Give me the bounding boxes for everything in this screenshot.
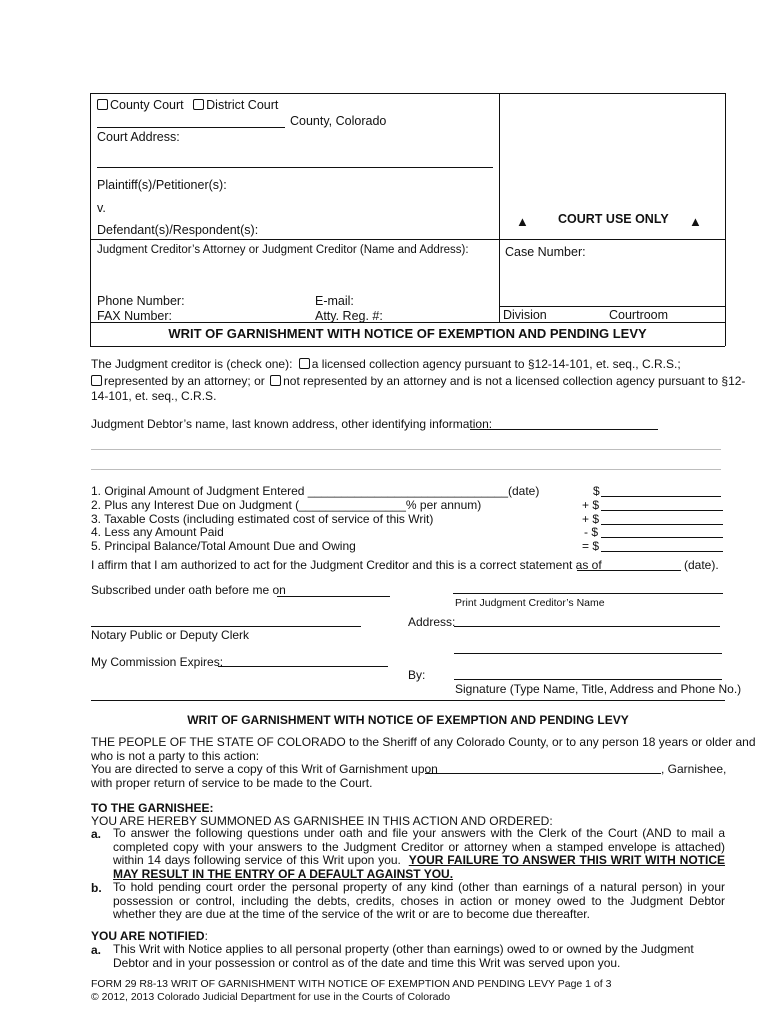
not-represented-checkbox[interactable]	[270, 375, 281, 386]
district-court-label: District Court	[206, 98, 279, 112]
triangle-up-icon-right: ▲	[689, 214, 702, 229]
caption-right-border	[725, 93, 726, 323]
garnishee-label: , Garnishee,	[661, 762, 727, 776]
amount-row-2-label: 2. Plus any Interest Due on Judgment (________________% per annum)	[91, 498, 482, 512]
return-label: with proper return of service to be made to the Court.	[91, 776, 373, 790]
form-title: WRIT OF GARNISHMENT WITH NOTICE OF EXEMPTION AND PENDING LEVY	[168, 326, 647, 341]
directed-label: You are directed to serve a copy of this Writ of Garnishment upon	[91, 762, 438, 776]
amount-row-4-label: 4. Less any Amount Paid	[91, 525, 224, 539]
garnishee-name-field[interactable]	[425, 773, 661, 774]
amount-row-5-sign: = $	[582, 539, 600, 553]
amount-row-1-label: 1. Original Amount of Judgment Entered ______________________________(date)	[91, 484, 540, 498]
amount-row-1-field[interactable]	[601, 496, 721, 497]
county-court-checkbox[interactable]	[97, 99, 108, 110]
debtor-info-field[interactable]	[470, 429, 658, 430]
amount-row-5-field[interactable]	[601, 551, 723, 552]
atty-reg-label: Atty. Reg. #:	[315, 309, 383, 323]
amount-row-2-sign: + $	[582, 498, 600, 512]
collection-agency-checkbox[interactable]	[299, 358, 310, 369]
address-label: Address:	[408, 615, 456, 629]
versus-label: v.	[97, 201, 106, 215]
amount-row-3-label: 3. Taxable Costs (including estimated cost of service of this Writ)	[91, 512, 434, 526]
debtor-info-line-2[interactable]	[91, 469, 721, 470]
courtroom-label: Courtroom	[609, 308, 669, 322]
signature-field[interactable]	[454, 679, 722, 680]
commission-label: My Commission Expires:	[91, 655, 224, 669]
notice-a-label: a.	[91, 943, 102, 957]
print-name-label: Print Judgment Creditor’s Name	[455, 597, 605, 609]
notified-label: YOU ARE NOTIFIED	[91, 929, 205, 943]
court-use-only-label: COURT USE ONLY	[558, 212, 669, 226]
amount-row-4-sign: - $	[584, 525, 599, 539]
order-b-text: To hold pending court order the personal property of any kind (other than earnings of a natural person) in your possession or control, including the debts, credits, choses in action or money owed to the Judgment Debtor whether they are due at the time of the service of the writ or are to become due thereafter.	[113, 880, 725, 921]
section-divider	[91, 700, 725, 701]
amount-row-5-label: 5. Principal Balance/Total Amount Due and Owing	[91, 539, 356, 553]
email-label: E-mail:	[315, 294, 354, 308]
order-a-body: To answer the following questions under oath and file your answers with the Clerk of the Court (AND to mail a completed copy with your answers to the Judgment Creditor or attorney when a stamped envelope is attached) within 14 days following service of this Writ upon you.	[113, 826, 725, 867]
signature-label: Signature (Type Name, Title, Address and Phone No.)	[455, 682, 742, 696]
caption-divider	[499, 93, 500, 323]
affirm-date-field[interactable]	[577, 570, 681, 571]
fax-label: FAX Number:	[97, 309, 173, 323]
caption-left-border	[90, 93, 91, 323]
subscribed-date-field[interactable]	[277, 596, 390, 597]
affirm-statement: I affirm that I am authorized to act for the Judgment Creditor and this is a correct statement as of	[91, 558, 602, 572]
court-address-label: Court Address:	[97, 130, 180, 144]
amount-row-4-field[interactable]	[601, 537, 723, 538]
plaintiff-label: Plaintiff(s)/Petitioner(s):	[97, 178, 227, 192]
notary-label: Notary Public or Deputy Clerk	[91, 628, 250, 642]
creditor-type-line-2	[91, 374, 745, 388]
people-line-2: who is not a party to this action:	[91, 749, 260, 763]
amount-row-3-field[interactable]	[601, 524, 723, 525]
case-number-label: Case Number:	[505, 245, 586, 259]
notified-colon: :	[204, 929, 208, 943]
amount-row-1-sign: $	[593, 484, 600, 498]
not-represented-cont: 14-101, et. seq., C.R.S.	[91, 389, 217, 403]
debtor-info-label: Judgment Debtor’s name, last known address, other identifying information:	[91, 417, 493, 431]
phone-label: Phone Number:	[97, 294, 185, 308]
amount-row-2-field[interactable]	[601, 510, 723, 511]
footer-form-line: FORM 29 R8-13 WRIT OF GARNISHMENT WITH NOTICE OF EXEMPTION AND PENDING LEVY Page 1 of 3	[91, 978, 612, 990]
to-garnishee-heading: TO THE GARNISHEE:	[91, 801, 214, 815]
summoned-label: YOU ARE HEREBY SUMMONED AS GARNISHEE IN THIS ACTION AND ORDERED:	[91, 814, 553, 828]
creditor-name-field[interactable]	[453, 593, 723, 594]
order-a-warning: YOUR FAILURE TO ANSWER THIS WRIT WITH NOTICE MAY RESULT IN THE ENTRY OF A DEFAULT AGAINST YOU.	[113, 853, 726, 881]
creditor-type-prefix: The Judgment creditor is (check one):	[91, 357, 293, 371]
address-field-2[interactable]	[454, 653, 722, 654]
triangle-up-icon-left: ▲	[516, 214, 529, 229]
by-label: By:	[408, 668, 426, 682]
title-bottom-border	[90, 346, 725, 347]
attorney-label: Judgment Creditor’s Attorney or Judgment Creditor (Name and Address):	[97, 244, 469, 256]
county-name-field[interactable]	[97, 127, 285, 128]
court-address-field[interactable]	[97, 167, 493, 168]
footer-copyright: © 2012, 2013 Colorado Judicial Department for use in the Courts of Colorado	[91, 991, 451, 1003]
collection-agency-label: a licensed collection agency pursuant to §12-14-101, et. seq., C.R.S.;	[311, 357, 681, 371]
title-right-border	[725, 322, 726, 346]
defendant-label: Defendant(s)/Respondent(s):	[97, 223, 259, 237]
county-court-label: County Court	[110, 98, 184, 112]
represented-checkbox[interactable]	[91, 375, 102, 386]
county-colorado-label: County, Colorado	[290, 114, 387, 128]
caption-top-border	[90, 93, 725, 94]
division-label: Division	[503, 308, 547, 322]
notice-a-text: This Writ with Notice applies to all personal property (other than earnings) owed to or owned by the Judgment Debtor and in your possession or control as of the date and time this Writ was served upon you.	[113, 942, 694, 970]
represented-label: represented by an attorney; or	[104, 374, 265, 388]
subscribed-label: Subscribed under oath before me on	[91, 583, 286, 597]
order-b-label: b.	[91, 881, 102, 895]
people-line-1: THE PEOPLE OF THE STATE OF COLORADO to the Sheriff of any Colorado County, or to any person 18 years or older and	[91, 735, 756, 749]
not-represented-label: not represented by an attorney and is not a licensed collection agency pursuant to §12-	[283, 374, 746, 388]
writ-title: WRIT OF GARNISHMENT WITH NOTICE OF EXEMPTION AND PENDING LEVY	[187, 713, 629, 727]
order-a-text	[113, 827, 725, 881]
commission-field[interactable]	[218, 666, 388, 667]
district-court-checkbox[interactable]	[193, 99, 204, 110]
debtor-info-line-1[interactable]	[91, 449, 721, 450]
address-field-1[interactable]	[454, 626, 720, 627]
order-a-label: a.	[91, 827, 102, 841]
affirm-date-label: (date).	[684, 558, 719, 572]
amount-row-3-sign: + $	[582, 512, 600, 526]
division-top-line	[499, 306, 725, 307]
creditor-type-line	[91, 357, 681, 371]
notary-signature-field[interactable]	[91, 626, 361, 627]
caption-mid-border	[90, 239, 725, 240]
